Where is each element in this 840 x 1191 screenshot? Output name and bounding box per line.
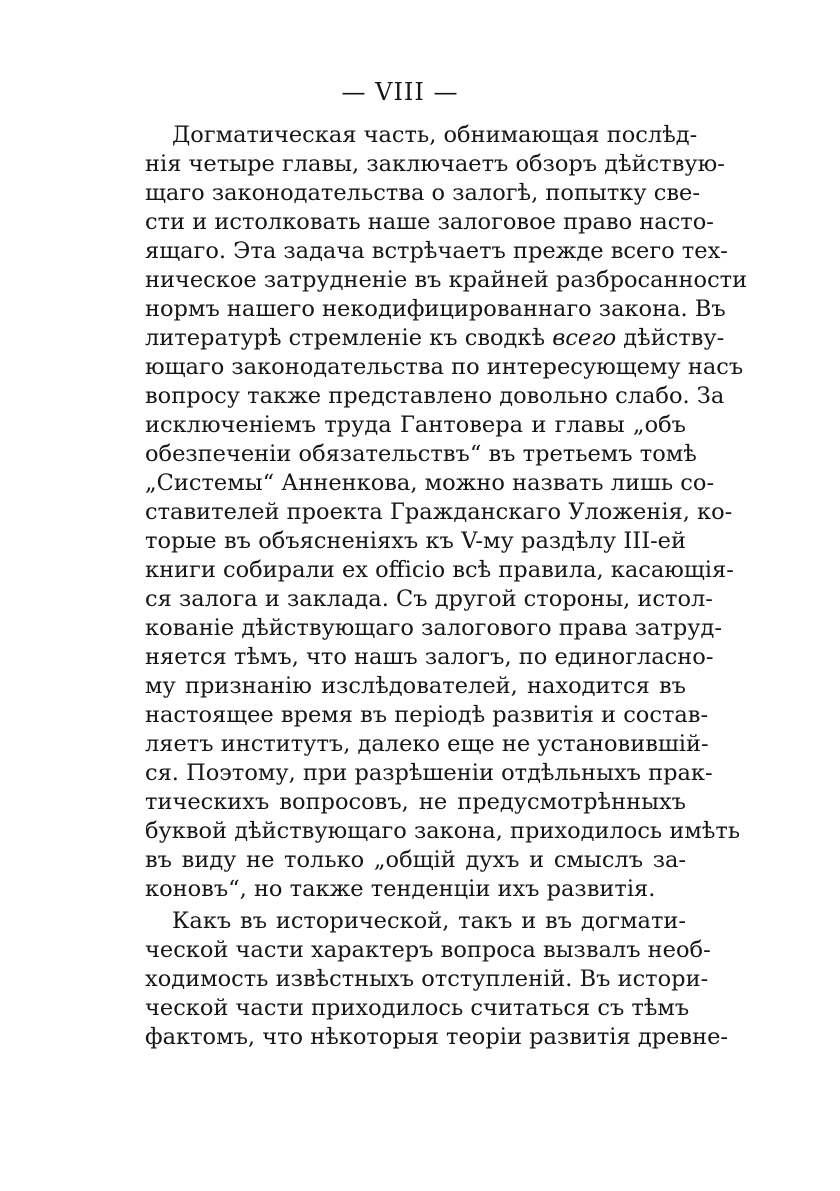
text-line: кованіе дѣйствующаго залогового права затруд-	[145, 615, 722, 641]
text-line: щаго законодательства о залогѣ, попытку све-	[145, 180, 700, 206]
text-line: ся. Поэтому, при разрѣшеніи отдѣльныхъ прак-	[145, 760, 713, 786]
text-line: буквой дѣйствующаго закона, приходилось имѣть	[145, 818, 741, 844]
text-line: ящаго. Эта задача встрѣчаетъ прежде всего тех-	[145, 238, 728, 264]
text-line: ческой части характеръ вопроса вызвалъ необ-	[145, 937, 711, 963]
text-line: обезпеченіи обязательствъ“ въ третьемъ томѣ	[145, 441, 697, 467]
text-line: ляетъ институтъ, далеко еще не установившій-	[145, 731, 709, 757]
text-line: ническое затрудненіе въ крайней разбросанности	[145, 267, 748, 293]
text-line: ставителей проекта Гражданскаго Уложенія, ко-	[145, 499, 733, 525]
text-line: ходимость извѣстныхъ отступленій. Въ истори-	[145, 966, 709, 992]
text-line: книги собирали ex officio всѣ правила, касающія-	[145, 557, 734, 583]
text-line: няется тѣмъ, что нашъ залогъ, по единогласно-	[145, 644, 714, 670]
text-line: Догматическая часть, обнимающая послѣд-	[172, 122, 698, 148]
text-line: исключеніемъ труда Гантовера и главы „объ	[145, 412, 686, 438]
text-line: фактомъ, что нѣкоторыя теоріи развитія древне-	[145, 1024, 729, 1050]
text-line: нія четыре главы, заключаетъ обзоръ дѣйствую-	[145, 151, 725, 177]
text-line: вопросу также представлено довольно слабо. За	[145, 383, 725, 409]
text-line: ющаго законодательства по интересующему насъ	[145, 354, 744, 380]
text-line: въ виду не только „общій духъ и смыслъ за-	[145, 847, 686, 873]
text-line: нормъ нашего некодифицированнаго закона. Въ	[145, 296, 726, 322]
text-line: му признанію изслѣдователей, находится въ	[145, 673, 686, 699]
text-line: ся залога и заклада. Съ другой стороны, истол-	[145, 586, 713, 612]
text-line: сти и истолковать наше залоговое право насто-	[145, 209, 714, 235]
text-line: Какъ въ исторической, такъ и въ догмати-	[172, 908, 686, 934]
text-line: тическихъ вопросовъ, не предусмотрѣнныхъ	[145, 789, 686, 815]
text-line: „Системы“ Анненкова, можно назвать лишь со-	[145, 470, 715, 496]
text-line: торые въ объясненіяхъ къ V-му раздѣлу III-ей	[145, 528, 686, 554]
text-line-start: литературѣ стремленіе къ сводкѣ	[145, 325, 546, 351]
text-line: настоящее время въ періодѣ развитія и состав-	[145, 702, 709, 728]
text-line-end: дѣйству-	[623, 325, 725, 351]
text-line: коновъ“, но также тенденціи ихъ развитія.	[145, 876, 656, 902]
text-line: ческой части приходилось считаться съ тѣмъ	[145, 995, 690, 1021]
emphasized-word: всего	[552, 325, 617, 351]
page-number: — VIII —	[341, 78, 459, 106]
